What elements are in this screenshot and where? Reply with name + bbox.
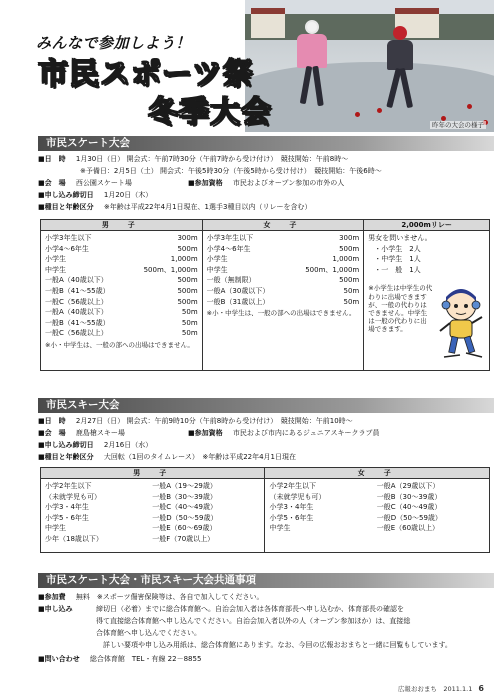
event-row: [45, 245, 198, 256]
men-events-note: ※小・中学生は、一般の部への出場はできません。: [45, 340, 194, 349]
event-photo: [245, 0, 494, 132]
contact-text: 総合体育館 TEL・有線 22－8855: [89, 655, 202, 663]
women-events-cell: [202, 231, 364, 371]
skater-mascot-illustration: [436, 287, 486, 365]
event-category: 中学生: [206, 265, 228, 274]
events-label: ■種目と年齢区分: [38, 203, 94, 211]
date-label: ■日 時: [38, 417, 66, 425]
deadline-label: ■申し込み締切日: [38, 441, 94, 449]
deadline-text: 1月20日（木）: [103, 191, 153, 199]
event-distance: 300m: [177, 234, 198, 242]
page-title: 市民スポーツ祭: [38, 57, 254, 92]
event-row: [207, 234, 360, 245]
women-events-note: ※小・中学生は、一般の部への出場はできません。: [206, 309, 356, 318]
category-line: 一般E（60～69歳）: [152, 524, 217, 533]
relay-note: ※小学生は中学生の代わりに出場できますが、一般の代わりはできません。中学生は一般の代わりに出場できます。: [368, 284, 433, 333]
header: [0, 0, 494, 132]
category-line: 一般A（29歳以下）: [376, 482, 440, 490]
venue-text: 西公園スケート場: [75, 179, 132, 187]
venue-label: ■会 場: [38, 179, 66, 187]
event-row: [207, 298, 360, 309]
deadline-label: ■申し込み締切日: [38, 191, 94, 199]
eligibility-label: ■参加資格: [188, 179, 223, 187]
category-line: 中学生: [45, 524, 66, 533]
event-distance: 500m: [339, 276, 360, 285]
skate-events-table: [40, 219, 490, 371]
apply-label: ■申し込み: [38, 605, 73, 613]
relay-line: ・一 般 1人: [374, 265, 421, 274]
category-line: 小学3・4年生: [45, 503, 89, 512]
event-category: 小学生: [206, 255, 228, 264]
event-category: 中学生: [45, 265, 66, 274]
apply-line: 得て直接総合体育館へ申し込んでください。自治会加入者以外の人（オープン参加ほか）は、直接総: [96, 617, 411, 625]
category-line: （未就学児も可）: [45, 492, 101, 501]
apply-line: 詳しい要項や申し込み用紙は、総合体育館にあります。なお、今回の広報おおまちと一緒に回覧もしています。: [96, 641, 452, 649]
ski-events-table: [40, 467, 490, 553]
common-info: [38, 591, 494, 681]
event-row: [207, 276, 360, 287]
men-events-list: [45, 234, 198, 340]
date-text: 2月27日（日） 開会式：午前9時10分（午前8時から受け付け） 競技開始：午前10時～: [75, 417, 353, 425]
event-row: [45, 287, 198, 298]
event-category: 一般A（30歳以下）: [206, 286, 270, 295]
deadline-text: 2月16日（水）: [103, 441, 153, 449]
publication-name: 広報おおまち 2011.1.1: [397, 685, 473, 693]
category-line: （未就学児も可）: [269, 492, 326, 501]
column-header: 女 子: [265, 468, 490, 479]
category-line: 一般D（50～59歳）: [376, 513, 442, 522]
category-line: 一般B（30～39歳）: [376, 492, 442, 501]
relay-intro: 男女を問いません。: [368, 234, 432, 242]
category-line: 小学2年生以下: [269, 482, 316, 490]
eligibility-text: 市民および市内にあるジュニアスキークラブ員: [232, 429, 380, 437]
women-events-list: [207, 234, 360, 308]
relay-line: ・中学生 1人: [374, 255, 421, 264]
event-category: 一般（無制限）: [206, 276, 256, 285]
venue-label: ■会 場: [38, 429, 66, 437]
category-line: 一般C（40～49歳）: [376, 503, 442, 512]
event-category: 小学3年生以下: [45, 234, 92, 242]
category-line: 小学5・6年生: [269, 513, 314, 522]
event-category: 小学生: [45, 255, 66, 264]
event-category: 一般A（40歳以下）: [45, 276, 108, 285]
event-distance: 50m: [181, 318, 198, 327]
event-row: [207, 255, 360, 266]
event-category: 一般A（40歳以下）: [45, 308, 108, 317]
events-label: ■種目と年齢区分: [38, 453, 94, 461]
men-events-cell: [41, 231, 203, 371]
event-category: 一般B（31歳以上）: [206, 297, 270, 306]
event-category: 小学3年生以下: [206, 234, 254, 242]
eligibility-text: 市民およびオープン参加の市外の人: [232, 179, 345, 187]
fee-text: 無料 ※スポーツ傷害保険等は、各自で加入してください。: [75, 593, 264, 601]
event-distance: 300m: [339, 234, 360, 242]
section-title: 市民スケート大会・市民スキー大会共通事項: [46, 574, 256, 586]
men-general-cell: [148, 479, 265, 553]
section-header-common: [38, 573, 494, 588]
event-distance: 500m: [177, 286, 198, 295]
event-category: 一般C（56歳以上）: [45, 329, 108, 338]
event-row: [207, 266, 360, 277]
category-line: 小学5・6年生: [45, 513, 89, 522]
events-note: 大回転（1回のタイムレース） ※年齢は平成22年4月1日現在: [103, 453, 297, 461]
photo-caption: 昨年の大会の様子: [432, 120, 484, 129]
events-note: ※年齢は平成22年4月1日現在、1選手3種目以内（リレーを含む）: [103, 203, 312, 211]
reserve-date-text: ※予備日：2月5日（土） 開会式：午後5時30分（午後5時から受け付け） 競技開始：午後6時～: [80, 167, 382, 175]
category-line: 一般C（40～49歳）: [152, 503, 217, 512]
event-category: 一般B（41～55歳）: [45, 318, 110, 327]
category-line: 一般E（60歳以上）: [376, 524, 440, 533]
page-footer: [398, 684, 484, 694]
event-category: 小学4～6年生: [45, 244, 89, 253]
apply-line: 締切日（必着）までに総合体育館へ。自治会加入者は各体育部長へ申し込むか、体育部長の確認を: [96, 605, 404, 613]
event-row: [45, 255, 198, 266]
men-junior-cell: [41, 479, 149, 553]
category-line: 小学2年生以下: [45, 482, 92, 490]
event-distance: 50m: [343, 286, 360, 295]
date-label: ■日 時: [38, 155, 66, 163]
event-distance: 50m: [181, 308, 198, 317]
section-header-ski: [38, 398, 494, 413]
page-subtitle: 冬季大会: [148, 95, 272, 130]
column-header: 女 子: [202, 220, 364, 231]
event-distance: 50m: [343, 297, 360, 306]
event-distance: 500m: [339, 244, 360, 253]
contact-label: ■問い合わせ: [38, 655, 80, 663]
category-line: 小学3・4年生: [269, 503, 314, 512]
catchphrase: みんなで参加しよう！: [36, 34, 192, 52]
section-title: 市民スキー大会: [46, 399, 120, 411]
event-distance: 500m: [177, 297, 198, 306]
event-row: [45, 266, 198, 277]
fee-label: ■参加費: [38, 593, 66, 601]
eligibility-label: ■参加資格: [188, 429, 223, 437]
category-line: 一般A（19～29歳）: [152, 482, 217, 490]
event-distance: 50m: [181, 329, 198, 338]
skate-info: [38, 153, 494, 223]
apply-text: [96, 605, 452, 653]
venue-text: 鹿島槍スキー場: [75, 429, 125, 437]
women-general-cell: [373, 479, 490, 553]
event-row: [45, 319, 198, 330]
event-distance: 500m: [177, 244, 198, 253]
apply-line: 合体育館へ申し込んでください。: [96, 629, 201, 637]
column-header: 2,000mリレー: [364, 220, 490, 231]
category-line: 一般B（30～39歳）: [152, 492, 217, 501]
category-line: 一般F（70歳以上）: [152, 534, 215, 543]
event-category: 一般B（41～55歳）: [45, 286, 110, 295]
category-line: 中学生: [269, 524, 291, 533]
event-row: [45, 276, 198, 287]
women-junior-cell: [265, 479, 373, 553]
event-distance: 500m: [177, 276, 198, 285]
category-line: 少年（18歳以下）: [45, 534, 103, 543]
event-category: 小学4～6年生: [206, 244, 251, 253]
ski-info: [38, 415, 494, 465]
column-header: 男 子: [41, 220, 203, 231]
date-text: 1月30日（日） 開会式：午前7時30分（午前7時から受け付け） 競技開始：午前8時～: [75, 155, 349, 163]
event-category: 一般C（56歳以上）: [45, 297, 108, 306]
relay-cell: [364, 231, 490, 371]
event-distance: 1,000m: [170, 255, 198, 264]
event-row: [207, 287, 360, 298]
event-distance: 500m、1,000m: [305, 265, 360, 274]
page-number: 6: [478, 684, 484, 693]
event-distance: 1,000m: [332, 255, 360, 264]
event-distance: 500m、1,000m: [143, 265, 198, 274]
column-header: 男 子: [41, 468, 265, 479]
category-line: 一般D（50～59歳）: [152, 513, 218, 522]
section-title: 市民スケート大会: [46, 137, 130, 149]
event-row: [45, 234, 198, 245]
event-row: [45, 298, 198, 309]
event-row: [45, 329, 198, 340]
relay-line: ・小学生 2人: [374, 244, 421, 253]
event-row: [45, 308, 198, 319]
event-row: [207, 245, 360, 256]
section-header-skate: [38, 136, 494, 151]
